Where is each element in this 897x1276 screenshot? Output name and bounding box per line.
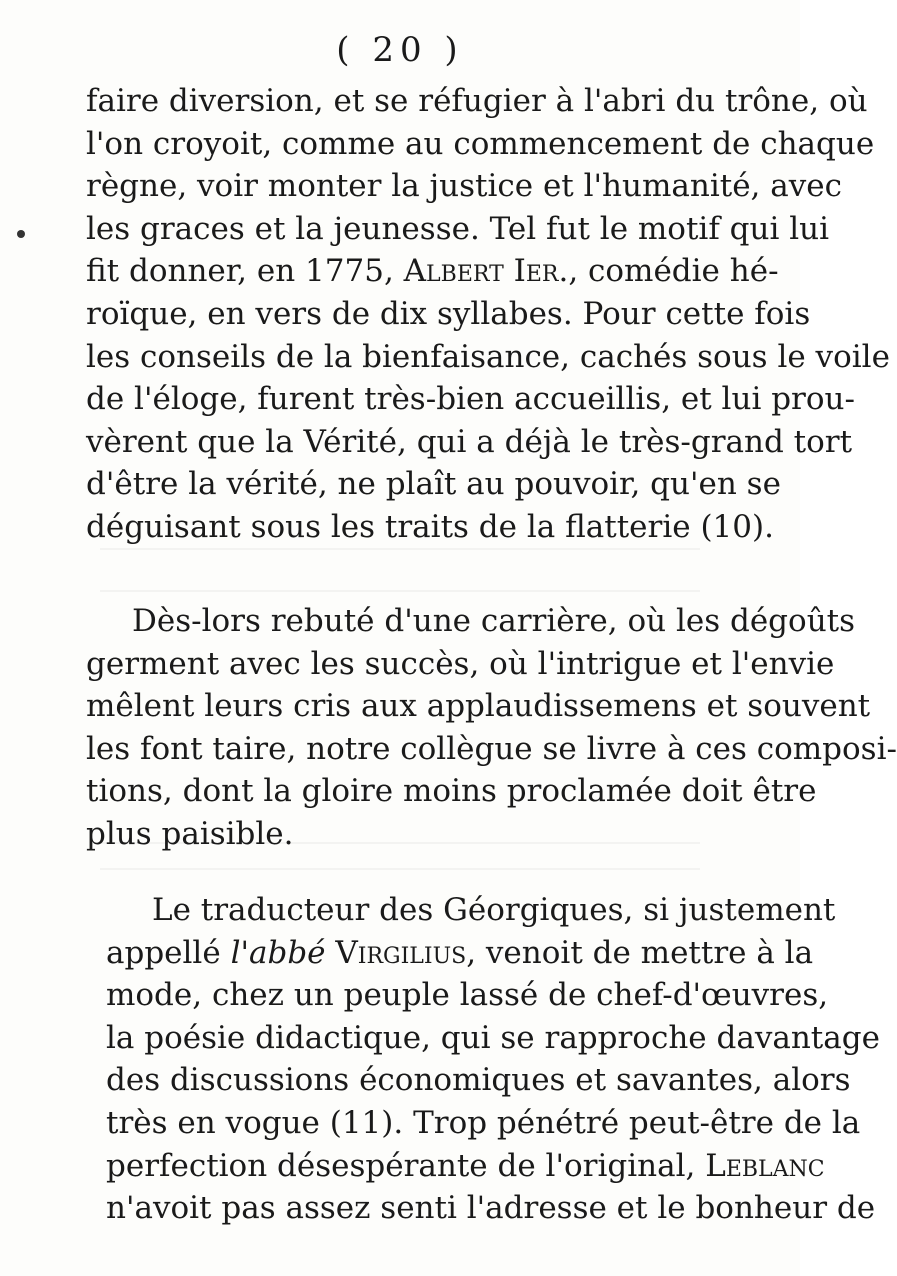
text-line: déguisant sous les traits de la flatterie (10). (86, 508, 774, 545)
paragraph-2 (86, 600, 897, 856)
name-small-caps: Leblanc (705, 1147, 825, 1184)
text-segment: , venoit de mettre à la (466, 934, 814, 971)
ink-spot (17, 230, 25, 238)
name-small-caps: Virgilius (335, 934, 467, 971)
text-line: règne, voir monter la justice et l'humanité, avec (86, 168, 842, 205)
text-line: les font taire, notre collègue se livre à ces composi- (86, 730, 897, 767)
text-line: plus paisible. (86, 815, 294, 852)
paragraph-1 (86, 80, 890, 549)
text-line (86, 250, 779, 293)
text-segment: fit donner, en 1775, (86, 253, 394, 290)
text-segment: , comédie hé- (568, 253, 779, 290)
text-line: Le traducteur des Géorgiques, si justement (152, 892, 836, 928)
show-through-line (100, 868, 700, 870)
text-segment: perfection désespérante de l'original, (106, 1147, 696, 1184)
text-line: l'on croyoit, comme au commencement de chaque (86, 125, 875, 162)
show-through-line (100, 590, 700, 592)
text-segment: appellé (106, 934, 221, 971)
text-line (106, 1145, 825, 1188)
text-line: germent avec les succès, où l'intrigue et l'envie (86, 645, 835, 682)
text-line: roïque, en vers de dix syllabes. Pour cette fois (86, 295, 811, 332)
page-number: ( 20 ) (336, 30, 464, 70)
text-line (106, 932, 814, 975)
play-title: Albert Ier. (403, 253, 569, 290)
text-line: Dès-lors rebuté d'une carrière, où les dégoûts (132, 603, 856, 639)
text-line: les conseils de la bienfaisance, cachés sous le voile (86, 338, 890, 375)
text-line: faire diversion, et se réfugier à l'abri du trône, où (86, 83, 868, 119)
paragraph-3 (106, 889, 880, 1230)
text-line: n'avoit pas assez senti l'adresse et le bonheur de (106, 1190, 876, 1227)
text-line: très en vogue (11). Trop pénétré peut-être de la (106, 1104, 861, 1141)
text-line: d'être la vérité, ne plaît au pouvoir, qu'en se (86, 466, 781, 503)
text-line: mode, chez un peuple lassé de chef-d'œuvres, (106, 977, 829, 1014)
text-line: mêlent leurs cris aux applaudissemens et souvent (86, 688, 871, 725)
text-line: tions, dont la gloire moins proclamée doit être (86, 773, 817, 810)
text-line: les graces et la jeunesse. Tel fut le motif qui lui (86, 210, 830, 247)
text-line: vèrent que la Vérité, qui a déjà le très-grand tort (86, 423, 853, 460)
text-line: des discussions économiques et savantes, alors (106, 1062, 851, 1099)
text-line: de l'éloge, furent très-bien accueillis, et lui prou- (86, 381, 855, 418)
text-line: la poésie didactique, qui se rapproche davantage (106, 1019, 880, 1056)
italic-text: l'abbé (230, 934, 326, 971)
